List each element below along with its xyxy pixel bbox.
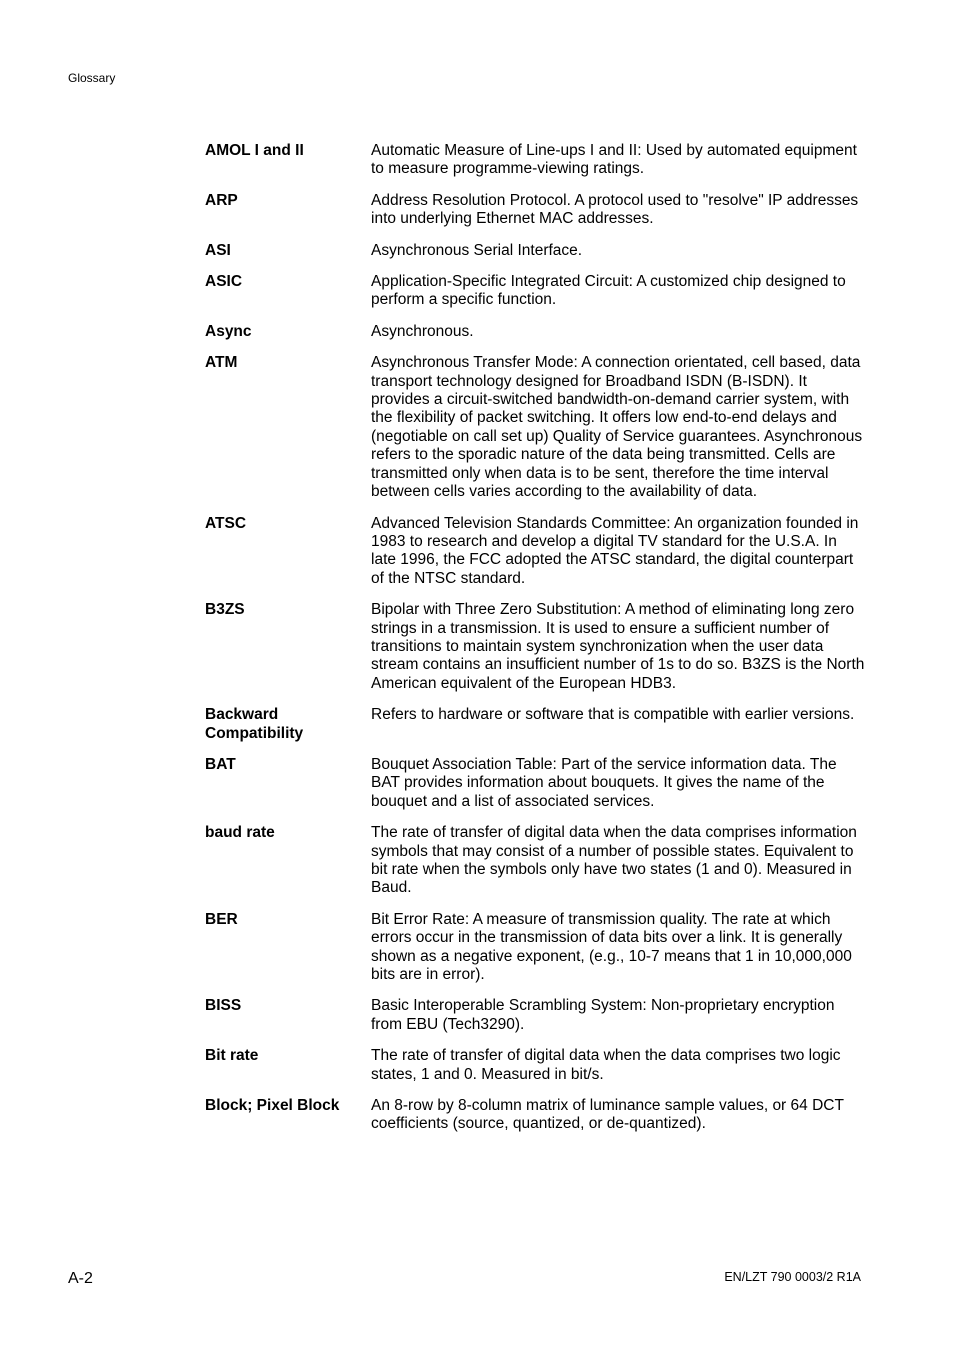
glossary-term: ATSC	[205, 514, 247, 532]
glossary-definition: Address Resolution Protocol. A protocol used to "resolve" IP addresses into underlying Ethernet MAC addresses.	[371, 191, 859, 228]
document-id: EN/LZT 790 0003/2 R1A	[724, 1270, 861, 1284]
glossary-entry	[205, 911, 865, 985]
glossary-definition: Bipolar with Three Zero Substitution: A method of eliminating long zero strings in a transmission. It is used to ensure a sufficient number of transitions to maintain system synchronization when the user data stream contains an insufficient number of 1s to do so. B3ZS is the North American equivalent of the European HDB3.	[371, 601, 865, 692]
glossary-definition: The rate of transfer of digital data when the data comprises information symbols that may consist of a number of possible states. Equivalent to bit rate when the symbols only have two states (1 and 0). Measured in Baud.	[371, 824, 857, 897]
glossary-definition: Asynchronous Serial Interface.	[371, 241, 583, 259]
glossary-entry	[205, 515, 865, 589]
glossary-definition: Bit Error Rate: A measure of transmission quality. The rate at which errors occur in the transmission of data bits over a link. It is generally shown as a negative exponent, (e.g., 10-7 means that 1 in 10,000,000 bits are in error).	[371, 910, 852, 984]
glossary-entry	[205, 323, 865, 341]
glossary-term: Block; Pixel Block	[205, 1097, 340, 1115]
glossary-entry	[205, 273, 865, 310]
glossary-definition: Asynchronous Transfer Mode: A connection orientated, cell based, data transport technology designed for Broadband ISDN (B-ISDN). It provides a circuit-switched bandwidth-on-demand carrier system, with the flexibility of packet switching. It offers low end-to-end delays and (negotiable on call set up) Quality of Service guarantees. Asynchronous refers to the sporadic nature of the data being transmitted. Cells are transmitted only when data is to be sent, therefore the time interval between cells varies according to the availability of data.	[371, 354, 863, 501]
glossary-entry	[205, 706, 865, 743]
glossary-term: baud rate	[205, 824, 275, 842]
glossary-definition: Refers to hardware or software that is compatible with earlier versions.	[371, 706, 855, 724]
glossary-entry	[205, 997, 865, 1034]
glossary-entry	[205, 192, 865, 229]
glossary-definition: Asynchronous.	[371, 322, 474, 340]
glossary-term: BER	[205, 910, 238, 928]
glossary-definition: Automatic Measure of Line-ups I and II: Used by automated equipment to measure programme-viewing ratings.	[371, 142, 857, 178]
glossary-term: Backward Compatibility	[205, 706, 304, 742]
glossary-list	[205, 142, 865, 1147]
glossary-definition: An 8-row by 8-column matrix of luminance sample values, or 64 DCT coefficients (source, quantized, or de-quantized).	[371, 1097, 844, 1133]
glossary-entry	[205, 1047, 865, 1084]
glossary-definition: Basic Interoperable Scrambling System: Non-proprietary encryption from EBU (Tech3290).	[371, 997, 835, 1033]
glossary-term: ASIC	[205, 273, 243, 291]
glossary-definition: Application-Specific Integrated Circuit: A customized chip designed to perform a specific function.	[371, 273, 846, 309]
glossary-entry	[205, 354, 865, 501]
glossary-term: ARP	[205, 191, 238, 209]
glossary-entry	[205, 242, 865, 260]
running-header: Glossary	[68, 71, 116, 85]
glossary-term: AMOL I and II	[205, 142, 304, 159]
glossary-term: BAT	[205, 755, 236, 773]
glossary-entry	[205, 601, 865, 693]
glossary-entry	[205, 1097, 865, 1134]
glossary-definition: Bouquet Association Table: Part of the service information data. The BAT provides information about bouquets. It gives the name of the bouquet and a list of associated services.	[371, 755, 837, 810]
glossary-term: Async	[205, 322, 252, 340]
glossary-entry	[205, 756, 865, 811]
glossary-definition: Advanced Television Standards Committee: An organization founded in 1983 to research and develop a digital TV standard for the U.S.A. In late 1996, the FCC adopted the ATSC standard, the digital counterpart of the NTSC standard.	[371, 514, 859, 587]
glossary-term: Bit rate	[205, 1047, 259, 1065]
glossary-term: ASI	[205, 241, 231, 259]
glossary-term: B3ZS	[205, 601, 245, 619]
glossary-term: BISS	[205, 997, 242, 1015]
glossary-entry	[205, 824, 865, 898]
glossary-entry	[205, 142, 865, 179]
glossary-definition: The rate of transfer of digital data when the data comprises two logic states, 1 and 0. Measured in bit/s.	[371, 1047, 841, 1083]
page-number: A-2	[68, 1270, 93, 1287]
glossary-term: ATM	[205, 354, 238, 372]
